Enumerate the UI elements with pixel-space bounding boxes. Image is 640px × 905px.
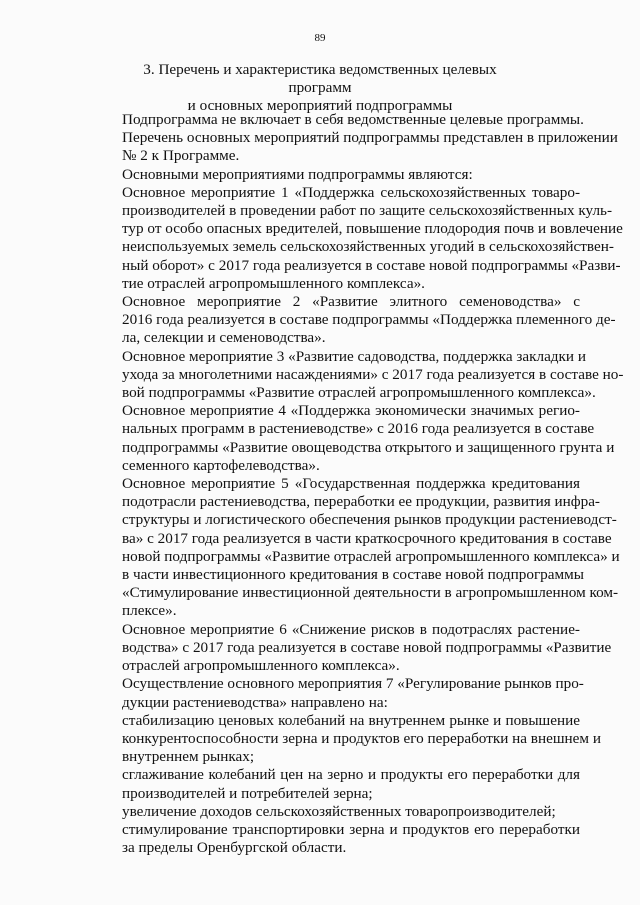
paragraph-line: Основное мероприятие 5 «Государственная поддержка кредитования <box>122 475 580 493</box>
paragraph-line: «Стимулирование инвестиционной деятельности в агропромышленном ком- <box>122 584 619 602</box>
paragraph-line: конкурентоспособности зерна и продуктов его переработки на внешнем и <box>122 729 601 747</box>
paragraph-line: ла, селекции и семеноводства». <box>122 329 326 347</box>
paragraph <box>84 803 580 821</box>
paragraph-line: дукции растениеводства» направлено на: <box>122 693 388 711</box>
paragraph-line: сглаживание колебаний цен на зерно и продукты его переработки для <box>122 766 580 784</box>
paragraph-line: новой подпрограммы «Развитие отраслей агропромышленного комплекса» и <box>122 547 620 565</box>
paragraph-line: подпрограммы «Развитие овощеводства открытого и защищенного грунта и <box>122 438 615 456</box>
paragraph-line: плексе». <box>122 602 177 620</box>
paragraph-line: неиспользуемых земель сельскохозяйственных угодий в сельскохозяйствен- <box>122 238 614 256</box>
section-heading <box>110 61 530 115</box>
paragraph-line: стимулирование транспортировки зерна и продуктов его переработки <box>122 820 580 838</box>
paragraph-line: стабилизацию ценовых колебаний на внутреннем рынке и повышение <box>122 711 580 729</box>
section-heading-line-1: 3. Перечень и характеристика ведомственных целевых программ <box>143 61 497 96</box>
paragraph <box>84 111 618 166</box>
paragraph-line: ухода за многолетними насаждениями» с 2017 года реализуется в составе но- <box>122 365 624 383</box>
paragraph-line: семенного картофелеводства». <box>122 456 320 474</box>
paragraph-line: Основными мероприятиями подпрограммы являются: <box>122 165 473 183</box>
paragraph-line: тур от особо опасных вредителей, повышение плодородия почв и вовлечение <box>122 220 623 238</box>
paragraph-line: ный оборот» с 2017 года реализуется в составе новой подпрограммы «Разви- <box>122 256 621 274</box>
paragraph-line: ва» с 2017 года реализуется в части краткосрочного кредитования в составе <box>122 529 612 547</box>
paragraph-line: Осуществление основного мероприятия 7 «Регулирование рынков про- <box>122 675 584 693</box>
paragraph-line: вой подпрограммы «Развитие отраслей агропромышленного комплекса». <box>122 384 596 402</box>
paragraph-line: подотрасли растениеводства, переработки ее продукции, развития инфра- <box>122 493 600 511</box>
paragraph-line: Подпрограмма не включает в себя ведомственные целевые программы. <box>122 111 584 128</box>
paragraph-line: Перечень основных мероприятий подпрограммы представлен в приложении <box>122 129 618 147</box>
paragraph-line: производителей и потребителей зерна; <box>122 784 373 802</box>
paragraph <box>84 166 580 184</box>
paragraph <box>84 293 616 348</box>
paragraph-line: увеличение доходов сельскохозяйственных товаропроизводителей; <box>122 802 556 820</box>
section-heading-line-2: и основных мероприятий подпрограммы <box>187 97 453 114</box>
paragraph <box>84 711 601 767</box>
paragraph <box>84 675 584 711</box>
paragraph-line: в части инвестиционного кредитования в составе новой подпрограммы <box>122 566 584 584</box>
paragraph-line: Основное мероприятие 4 «Поддержка экономически значимых регио- <box>122 402 580 420</box>
paragraph <box>84 183 623 293</box>
paragraph-line: нальных программ в растениеводстве» с 2016 года реализуется в составе <box>122 420 595 438</box>
paragraph <box>84 620 612 676</box>
paragraph-line: Основное мероприятие 2 «Развитие элитного семеноводства» с <box>122 293 580 311</box>
paragraph <box>84 402 615 475</box>
paragraph-line: водства» с 2017 года реализуется в составе новой подпрограммы «Развитие <box>122 638 612 656</box>
paragraph-line: 2016 года реализуется в составе подпрограммы «Поддержка племенного де- <box>122 311 616 329</box>
paragraph <box>84 475 620 621</box>
paragraph <box>84 821 580 857</box>
paragraph-line: тие отраслей агропромышленного комплекса». <box>122 274 425 292</box>
page-number: 89 <box>314 32 326 44</box>
paragraph-line: производителей в проведении работ по защите сельскохозяйственных куль- <box>122 202 613 220</box>
paragraph-line: Основное мероприятие 1 «Поддержка сельскохозяйственных товаро- <box>122 183 580 201</box>
paragraph-line: структуры и логистического обеспечения рынков продукции растениеводст- <box>122 511 617 529</box>
paragraph-line: Основное мероприятие 6 «Снижение рисков в подотраслях растение- <box>122 620 580 638</box>
paragraph <box>84 766 580 802</box>
paragraph-line: № 2 к Программе. <box>122 147 240 165</box>
paragraph-line: Основное мероприятие 3 «Развитие садоводства, поддержка закладки и <box>122 347 586 365</box>
paragraph-line: за пределы Оренбургской области. <box>122 839 347 857</box>
body-text <box>84 111 624 857</box>
paragraph-line: отраслей агропромышленного комплекса». <box>122 657 400 675</box>
paragraph-line: внутреннем рынках; <box>122 748 255 766</box>
paragraph <box>84 347 624 403</box>
